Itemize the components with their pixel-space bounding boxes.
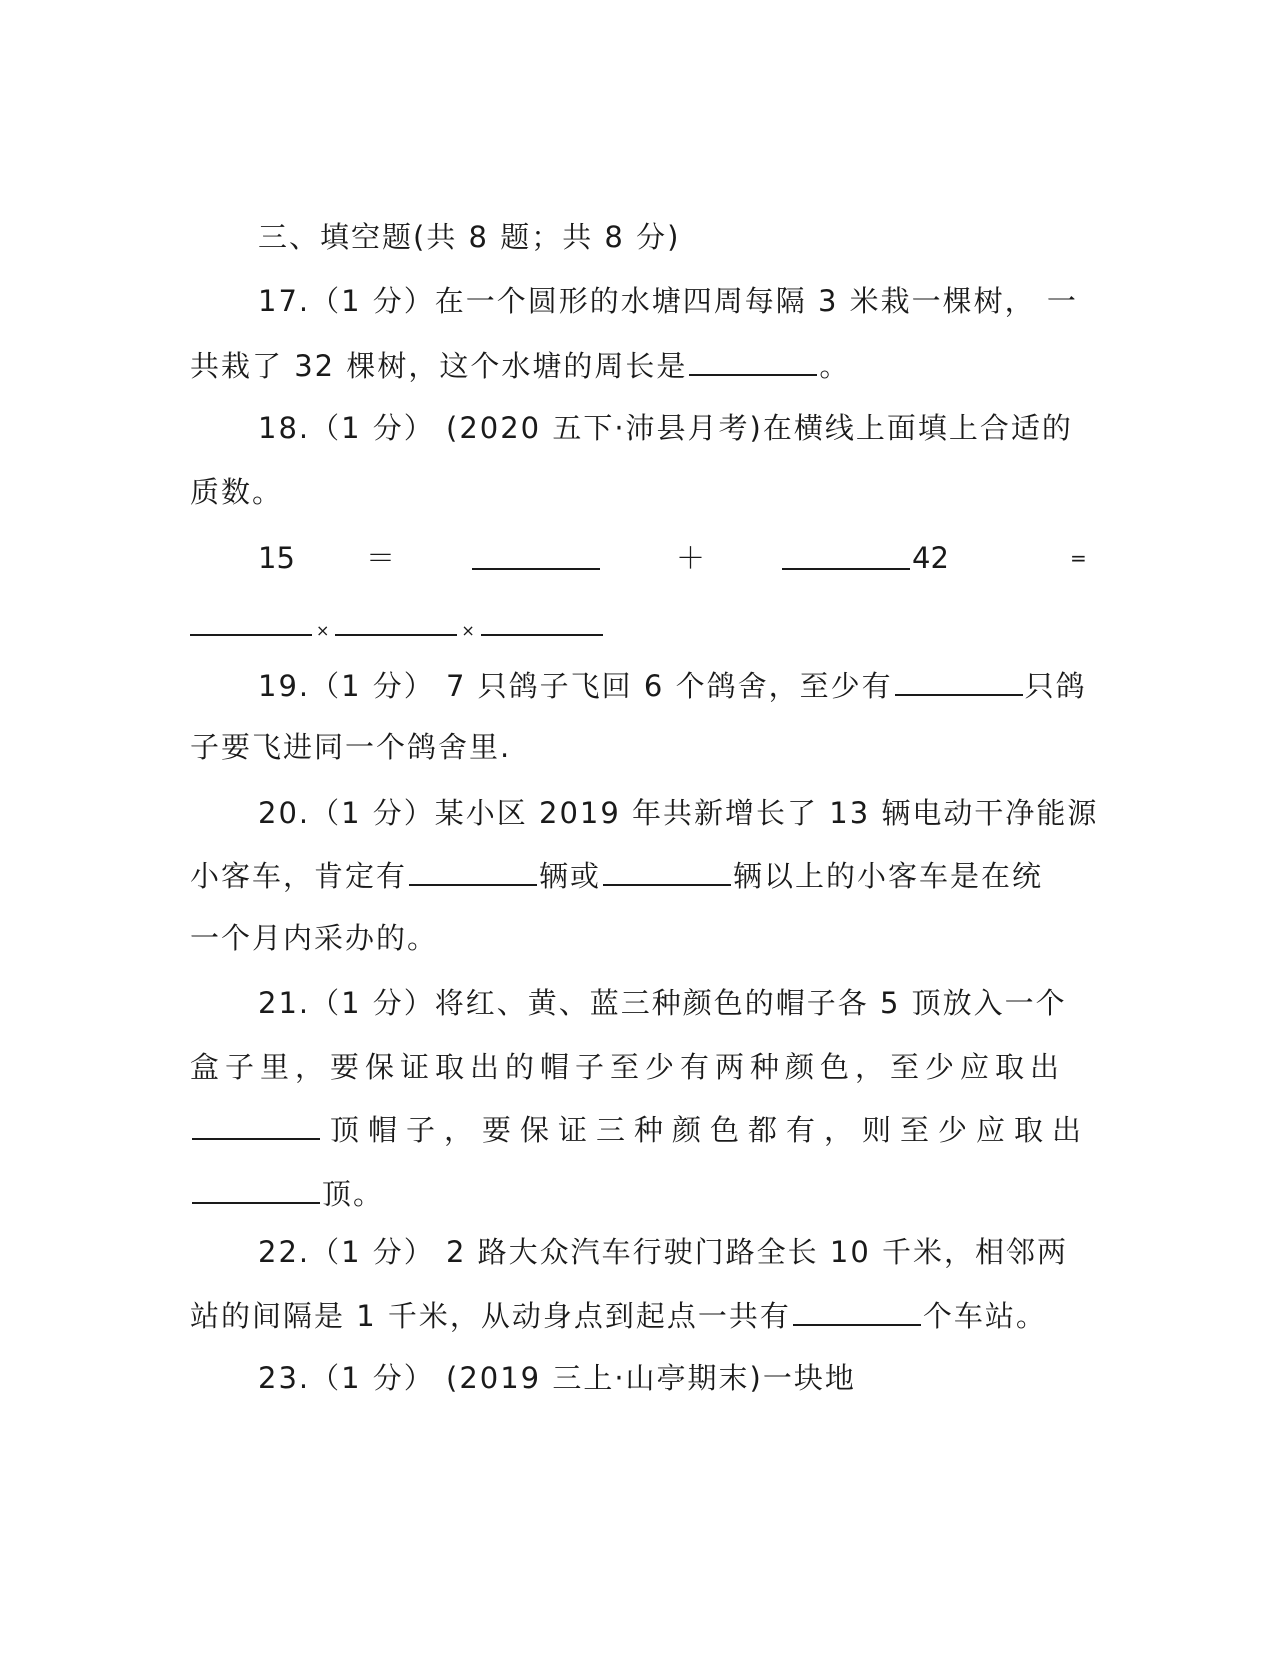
q20-line1: 20.（1 分）某小区 2019 年共新增长了 13 辆电动干净能源 bbox=[258, 796, 1099, 830]
q19-text-b: 只鸽 bbox=[1024, 669, 1087, 703]
q18-line4 bbox=[190, 606, 1090, 651]
q20-text-a: 小客车，肯定有 bbox=[190, 859, 408, 893]
q18-blank-3[interactable] bbox=[190, 612, 312, 636]
q18-times-2: × bbox=[461, 621, 477, 640]
q21-text-b: 顶帽子，要保证三种颜色都有，则至少应取出 bbox=[330, 1113, 1091, 1147]
q22-answer-blank[interactable] bbox=[793, 1296, 921, 1326]
q19-text-a: 19.（1 分） 7 只鸽子飞回 6 个鸽舍，至少有 bbox=[258, 669, 893, 703]
q20-answer-blank-1[interactable] bbox=[409, 856, 537, 886]
q22-line1: 22.（1 分） 2 路大众汽车行驶门路全长 10 千米，相邻两 bbox=[258, 1235, 1069, 1269]
q22-text-a: 站的间隔是 1 千米，从动身点到起点一共有 bbox=[190, 1299, 791, 1333]
q21-line2: 盒子里，要保证取出的帽子至少有两种颜色，至少应取出 bbox=[190, 1050, 1066, 1084]
q18-eq1-number: 15 bbox=[258, 541, 295, 575]
q18-blank-4[interactable] bbox=[335, 612, 457, 636]
q18-eq1-equals: ＝ bbox=[366, 541, 396, 575]
q17-line2 bbox=[190, 346, 1090, 386]
q22-text-b: 个车站。 bbox=[922, 1299, 1047, 1333]
q21-line1: 21.（1 分）将红、黄、蓝三种颜色的帽子各 5 顶放入一个 bbox=[258, 986, 1067, 1020]
q21-line4 bbox=[190, 1174, 1090, 1214]
q20-line3: 一个月内采办的。 bbox=[190, 921, 439, 955]
q17-answer-blank[interactable] bbox=[689, 346, 817, 376]
q20-text-b: 辆或 bbox=[539, 859, 602, 893]
q20-line2 bbox=[190, 856, 1090, 896]
q18-blank-5[interactable] bbox=[481, 612, 603, 636]
q20-text-c: 辆以上的小客车是在统 bbox=[733, 859, 1044, 893]
q18-eq2-equals: = bbox=[1070, 546, 1087, 570]
q18-eq2-number: 42 bbox=[912, 541, 949, 575]
q18-blank-1[interactable] bbox=[472, 540, 600, 570]
section-heading: 三、填空题(共 8 题；共 8 分) bbox=[258, 220, 681, 254]
q18-line2: 质数。 bbox=[190, 475, 284, 509]
q20-answer-blank-2[interactable] bbox=[603, 856, 731, 886]
q19-line1 bbox=[258, 666, 1090, 706]
q21-answer-blank-2[interactable] bbox=[192, 1174, 320, 1204]
q19-line2: 子要飞进同一个鸽舍里. bbox=[190, 730, 512, 764]
q18-line1: 18.（1 分） (2020 五下·沛县月考)在横线上面填上合适的 bbox=[258, 411, 1073, 445]
q22-line2 bbox=[190, 1296, 1090, 1336]
q18-blank-2[interactable] bbox=[782, 540, 910, 570]
q19-answer-blank[interactable] bbox=[895, 666, 1023, 696]
q21-line3 bbox=[190, 1110, 1090, 1150]
q17-text-a: 共栽了 32 棵树，这个水塘的周长是 bbox=[190, 349, 688, 383]
q21-text-d: 顶。 bbox=[322, 1177, 385, 1211]
q18-eq1-plus: ＋ bbox=[676, 541, 706, 575]
q21-answer-blank-1[interactable] bbox=[192, 1110, 320, 1140]
q18-times-1: × bbox=[316, 621, 332, 640]
q17-text-b: 。 bbox=[819, 349, 851, 383]
q23-line1: 23.（1 分） (2019 三上·山亭期末)一块地 bbox=[258, 1361, 856, 1395]
q17-line1: 17.（1 分）在一个圆形的水塘四周每隔 3 米栽一棵树， 一 bbox=[258, 284, 1078, 318]
